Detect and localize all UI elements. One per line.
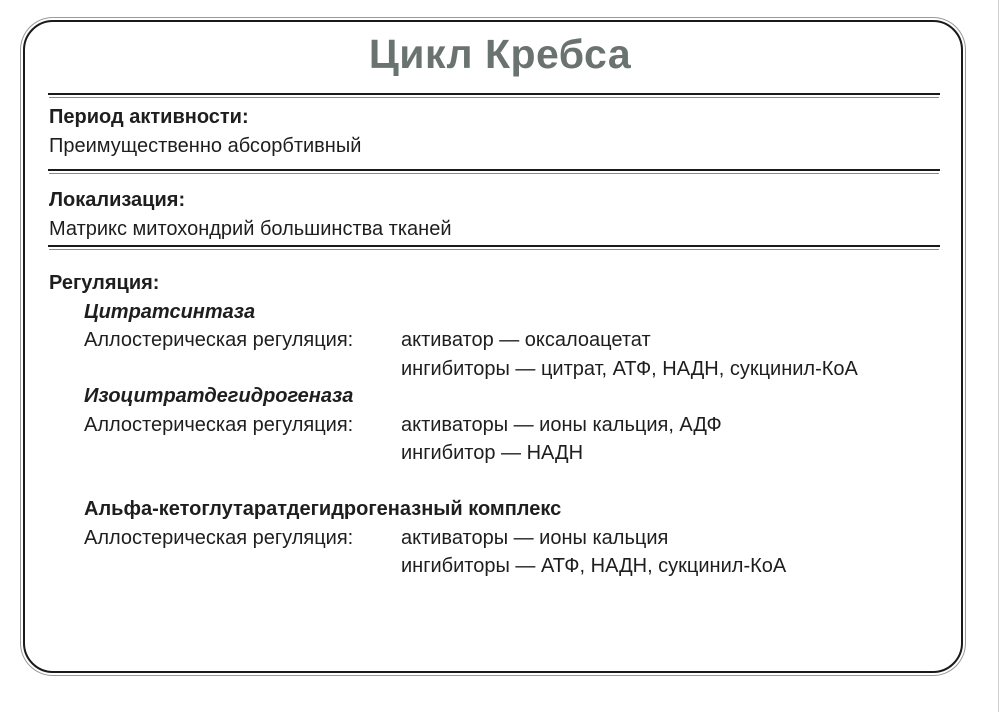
localization-label: Локализация: [49,189,186,211]
activators-text: активаторы — ионы кальция [401,527,669,549]
page-title: Цикл Кребса [368,31,632,77]
activity-value: Преимущественно абсорбтивный [49,135,362,157]
enzyme-name: Альфа-кетоглутаратдегидрогеназный комплекс [84,498,562,520]
regulation-prefix: Аллостерическая регуляция: [84,329,354,351]
page-edge [998,0,999,712]
regulation-prefix: Аллостерическая регуляция: [84,527,354,549]
activators-text: активатор — оксалоацетат [401,329,651,351]
divider [48,245,940,248]
divider [48,93,940,96]
enzyme-name: Цитратсинтаза [84,301,256,323]
regulation-prefix: Аллостерическая регуляция: [84,414,354,436]
inhibitors-text: ингибитор — НАДН [401,442,584,464]
activity-label: Период активности: [49,106,249,128]
divider [48,169,940,172]
localization-value: Матрикс митохондрий большинства тканей [49,218,452,240]
enzyme-name: Изоцитратдегидрогеназа [84,385,354,407]
inhibitors-text: ингибиторы — цитрат, АТФ, НАДН, сукцинил-КоА [401,358,858,380]
activators-text: активаторы — ионы кальция, АДФ [401,414,722,436]
inhibitors-text: ингибиторы — АТФ, НАДН, сукцинил-КоА [401,555,787,577]
regulation-label: Регуляция: [49,272,160,294]
